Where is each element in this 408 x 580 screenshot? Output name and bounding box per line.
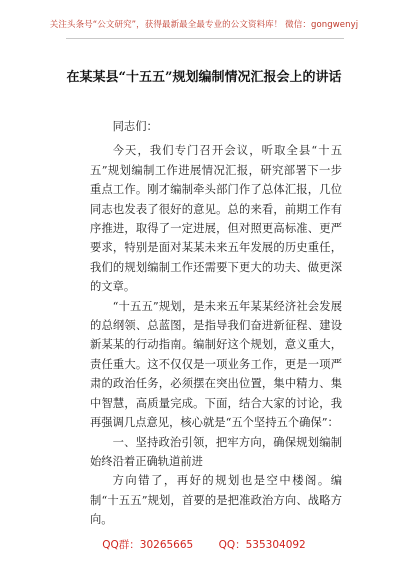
footer-qq-group: QQ群：30265665	[102, 539, 194, 551]
header-banner: 关注头条号“公文研究”，获得最新最全最专业的公文资料库！ 微信：gongwenyj	[49, 20, 359, 30]
footer-qq: QQ：535304092	[218, 539, 306, 551]
salutation: 同志们：	[112, 120, 158, 133]
document-body	[90, 117, 342, 530]
section-heading-1: 一、坚持政治引领，把牢方向，确保规划编制始终沿着正确轨道前进	[90, 435, 342, 468]
header-divider	[66, 38, 344, 39]
paragraph-1: 今天，我们专门召开会议，听取全县“十五五”规划编制工作进展情况汇报，研究部署下一步重点工作。刚才编制牵头部门作了总体汇报，几位同志也发表了很好的意见。总的来看，前期工作有序推进，取得了一定进展，但对照更高标准、更严要求，特别是面对某某未来五年发展的历史重任，我们的规划编制工作还需要下更大的功夫、做更深的文章。	[90, 144, 342, 294]
paragraph-2: “十五五”规划，是未来五年某某经济社会发展的总纲领、总蓝图，是指导我们奋进新征程、建设新某某的行动指南。编制好这个规划，意义重大，责任重大。这不仅仅是一项业务工作，更是一项严肃的政治任务，必须摆在突出位置，集中精力、集中智慧，高质量完成。下面，结合大家的讨论，我再强调几点意见，核心就是“五个坚持五个确保”：	[90, 299, 342, 430]
footer-contact	[0, 537, 408, 552]
document-title: 在某某县“十五五”规划编制情况汇报会上的讲话	[66, 70, 342, 85]
paragraph-3: 方向错了，再好的规划也是空中楼阁。编制“十五五”规划，首要的是把准政治方向、战略方向。	[90, 474, 342, 527]
